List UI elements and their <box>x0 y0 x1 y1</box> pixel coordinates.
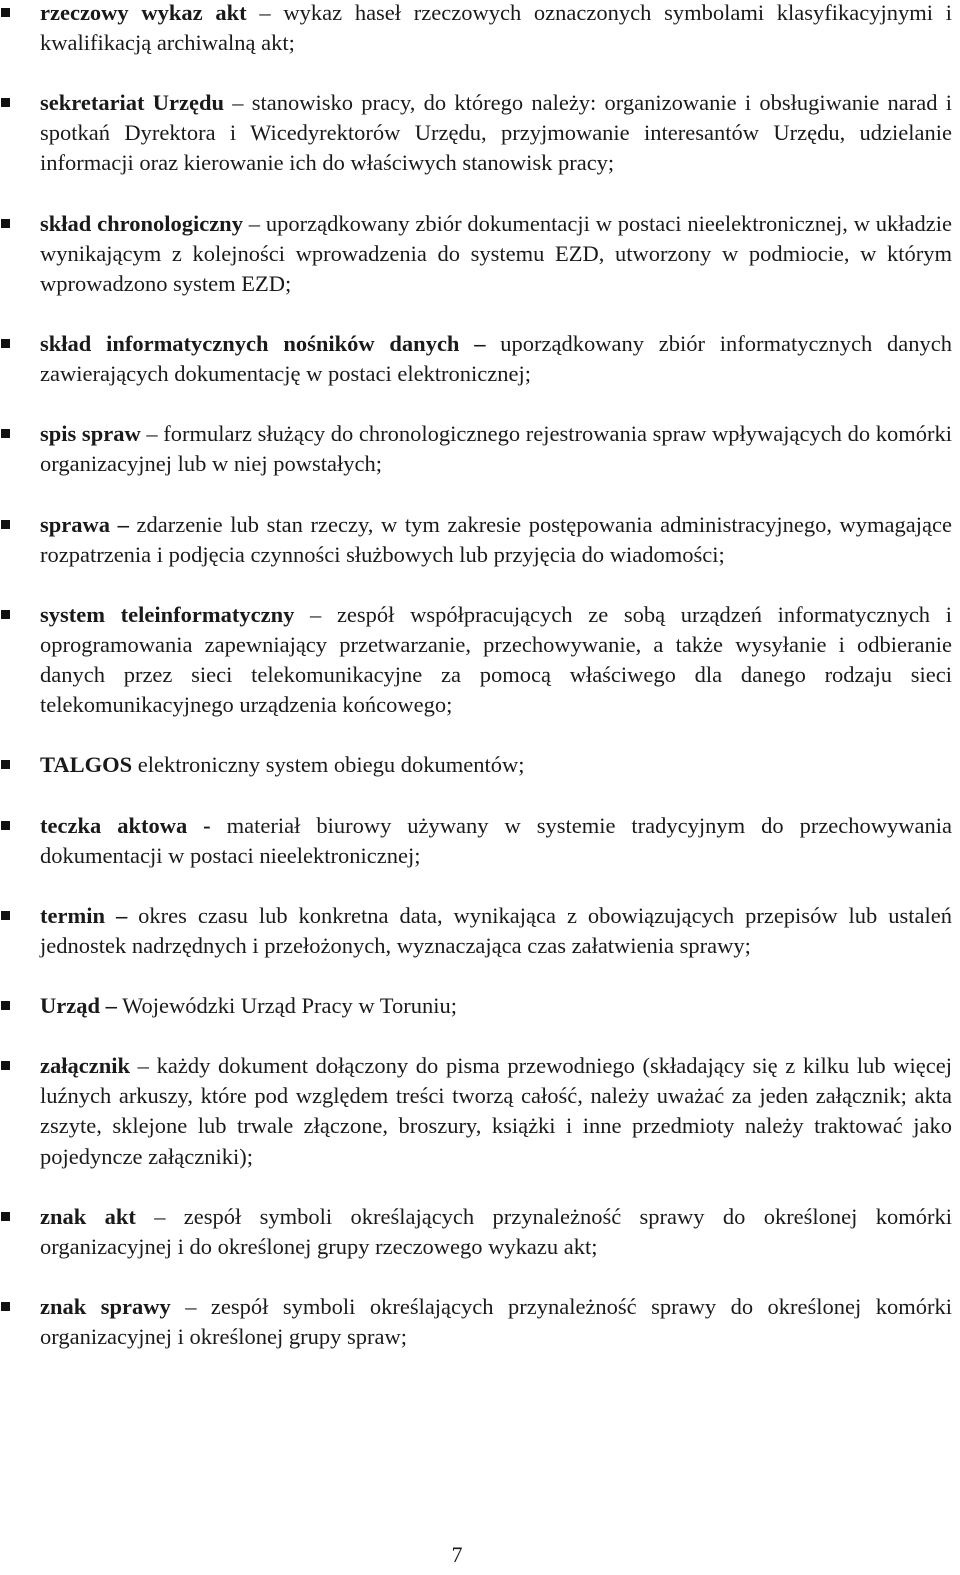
definition-text: uporządkowany zbiór informatycznych danych zawierających dokumentację w postaci elektronicznej; <box>40 331 953 387</box>
definition-term: skład chronologiczny <box>40 210 243 236</box>
definition-text: zdarzenie lub stan rzeczy, w tym zakresie postępowania administracyjnego, wymagające rozpatrzenia i podjęcia czynności służbowych lub przyjęcia do wiadomości; <box>40 511 952 567</box>
definition-term: sekretariat Urzędu <box>40 90 225 116</box>
square-bullet-icon <box>1 339 10 348</box>
definition-item <box>0 600 960 720</box>
definition-term: system teleinformatyczny <box>40 601 295 627</box>
definition-term: sprawa – <box>40 511 129 537</box>
definition-text: – każdy dokument dołączony do pisma przewodniego (składający się z kilku lub więcej luźnych arkuszy, które pod względem treści tworzą całość, należy uważać za jeden załącznik; akta zszyte, sklejone lub trwale złączone, broszury, książki i inne przedmioty należy traktować jako pojedyncze załączniki); <box>40 1053 952 1169</box>
square-bullet-icon <box>1 911 10 920</box>
definition-item <box>0 209 960 299</box>
definition-item <box>0 1051 960 1171</box>
definition-item <box>0 419 960 479</box>
definition-term: teczka aktowa - <box>40 812 211 838</box>
definition-item <box>0 901 960 961</box>
definition-item <box>0 510 960 570</box>
definition-item <box>0 0 960 58</box>
definition-text: – wykaz haseł rzeczowych oznaczonych symbolami klasyfikacyjnymi i kwalifikacją archiwalną akt; <box>40 0 953 56</box>
definition-item <box>0 329 960 389</box>
definition-text: – formularz służący do chronologicznego rejestrowania spraw wpływających do komórki organizacyjnej lub w niej powstałych; <box>40 421 952 477</box>
definition-item <box>0 811 960 871</box>
definition-text: materiał biurowy używany w systemie tradycyjnym do przechowywania dokumentacji w postaci nieelektronicznej; <box>40 812 953 868</box>
square-bullet-icon <box>1 1212 10 1221</box>
square-bullet-icon <box>1 219 10 228</box>
definition-item <box>0 1292 960 1352</box>
definition-item <box>0 750 960 780</box>
definition-term: znak sprawy <box>40 1294 171 1320</box>
square-bullet-icon <box>1 760 10 769</box>
definition-text: – zespół współpracujących ze sobą urządzeń informatycznych i oprogramowania zapewniający przetwarzanie, przechowywanie, a także wysyłanie i odbieranie danych przez sieci telekomunikacyjne za pomocą właściwego dla danego rodzaju sieci telekomunikacyjnego urządzenia końcowego; <box>40 601 952 718</box>
definition-text: – stanowisko pracy, do którego należy: organizowanie i obsługiwanie narad i spotkań Dyrektora i Wicedyrektorów Urzędu, przyjmowanie interesantów Urzędu, udzielanie informacji oraz kierowanie ich do właściwych stanowisk pracy; <box>40 90 953 176</box>
square-bullet-icon <box>1 821 10 830</box>
square-bullet-icon <box>1 520 10 529</box>
definition-term: TALGOS <box>40 752 133 778</box>
definition-text: – zespół symboli określających przynależność sprawy do określonej komórki organizacyjnej i do określonej grupy rzeczowego wykazu akt; <box>40 1203 953 1259</box>
definition-item <box>0 1202 960 1262</box>
definition-term: rzeczowy wykaz akt <box>40 0 247 25</box>
square-bullet-icon <box>1 98 10 107</box>
definition-term: skład informatycznych nośników danych – <box>40 331 486 357</box>
definition-term: Urząd – <box>40 993 117 1019</box>
definition-text: Wojewódzki Urząd Pracy w Toruniu; <box>116 993 457 1019</box>
definition-term: znak akt <box>40 1203 136 1229</box>
page-number: 7 <box>451 1542 463 1567</box>
square-bullet-icon <box>1 1001 10 1010</box>
square-bullet-icon <box>1 1302 10 1311</box>
definition-text: – zespół symboli określających przynależność sprawy do określonej komórki organizacyjnej i określonej grupy spraw; <box>40 1294 952 1350</box>
definition-term: załącznik <box>40 1053 130 1079</box>
definition-text: elektroniczny system obiegu dokumentów; <box>132 752 525 778</box>
definition-term: spis spraw <box>40 421 141 447</box>
definition-item <box>0 88 960 178</box>
definition-item <box>0 991 960 1021</box>
square-bullet-icon <box>1 1061 10 1070</box>
definition-term: termin – <box>40 902 128 928</box>
square-bullet-icon <box>1 610 10 619</box>
definition-text: okres czasu lub konkretna data, wynikająca z obowiązujących przepisów lub ustaleń jednostek nadrzędnych i przełożonych, wyznaczająca czas załatwienia sprawy; <box>40 902 952 958</box>
square-bullet-icon <box>1 8 10 17</box>
definition-text: – uporządkowany zbiór dokumentacji w postaci nieelektronicznej, w układzie wynikającym z kolejności wprowadzenia do systemu EZD, utworzony w podmiocie, w którym wprowadzono system EZD; <box>40 210 952 296</box>
square-bullet-icon <box>1 429 10 438</box>
